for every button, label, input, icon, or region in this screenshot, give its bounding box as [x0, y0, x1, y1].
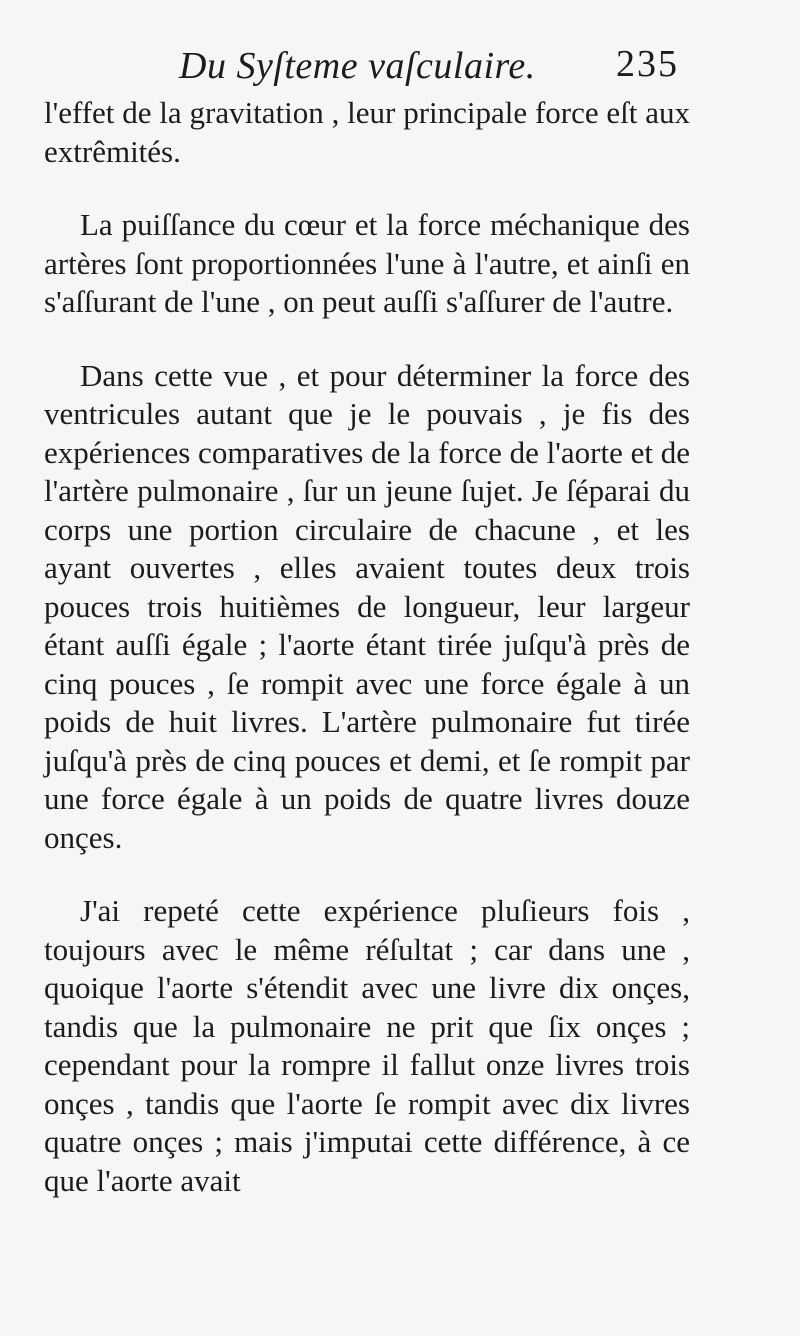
- page-number: 235: [616, 43, 679, 85]
- running-head: [44, 38, 690, 94]
- body-text: [44, 94, 690, 1200]
- paragraph-continuation: l'effet de la gravitation , leur principale force eſt aux extrêmités.: [44, 95, 690, 169]
- paragraph-heart-arteries: La puiſſance du cœur et la force méchanique des artères ſont proportionnées l'une à l'autre, et ainſi en s'aſſurant de l'une , on peut auſſi s'aſſurer de l'autre.: [44, 207, 690, 319]
- running-title: Du Syſteme vaſculaire.: [179, 45, 536, 87]
- paragraph-repeated-experiment: J'ai repeté cette expérience pluſieurs fois , toujours avec le même réſultat ; car dans une , quoique l'aorte s'étendit avec une livre dix onçes, tandis que la pulmonaire ne prit que ſix onçes ; cependant pour la rompre il fallut onze livres trois onçes , tandis que l'aorte ſe rompit avec dix livres quatre onçes ; mais j'imputai cette différence, à ce que l'aorte avait: [44, 893, 690, 1198]
- paragraph-experiments: Dans cette vue , et pour déterminer la force des ventricules autant que je le pouvais , je fis des expériences comparatives de la force de l'aorte et de l'artère pulmonaire , ſur un jeune ſujet. Je ſéparai du corps une portion circulaire de chacune , et les ayant ouvertes , elles avaient toutes deux trois pouces trois huitièmes de longueur, leur largeur étant auſſi égale ; l'aorte étant tirée juſqu'à près de cinq pouces , ſe rompit avec une force égale à un poids de huit livres. L'artère pulmonaire fut tirée juſqu'à près de cinq pouces et demi, et ſe rompit par une force égale à un poids de quatre livres douze onçes.: [44, 357, 690, 855]
